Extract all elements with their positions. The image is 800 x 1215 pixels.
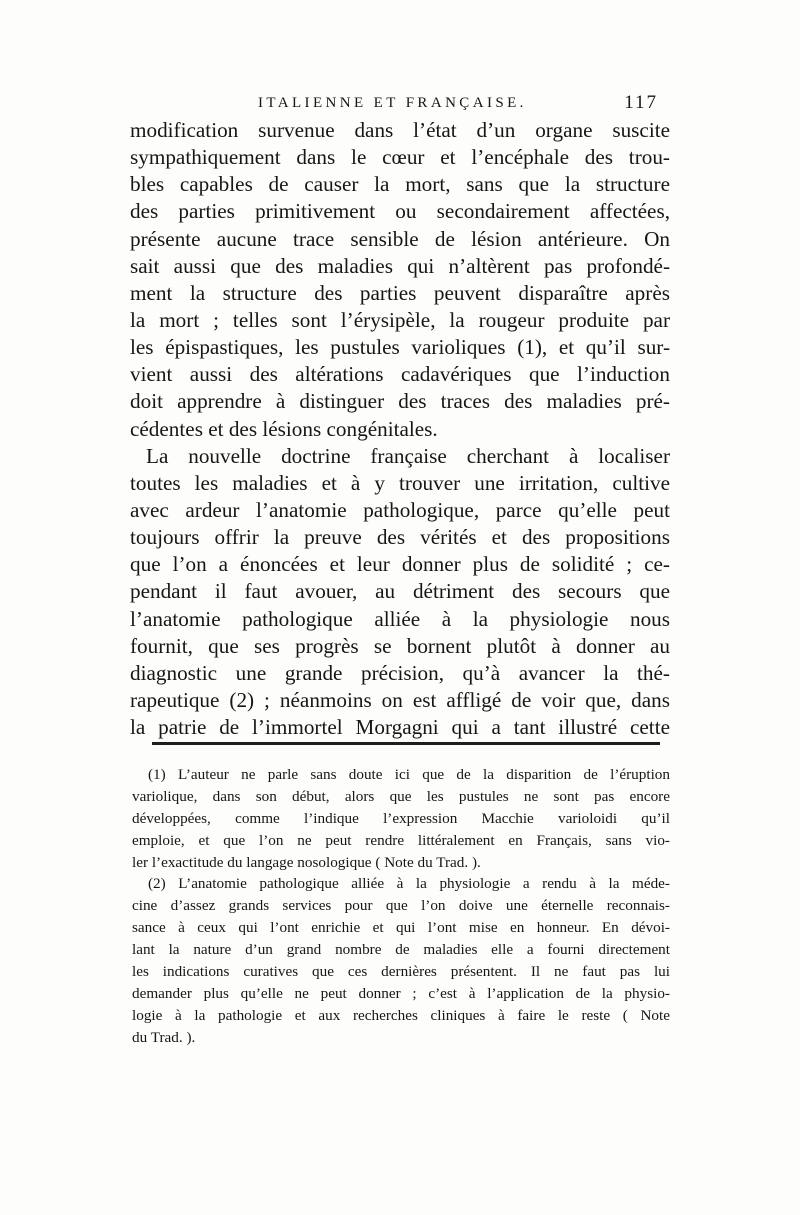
body-line: la patrie de l’immortel Morgagni qui a tant illustré cette — [130, 715, 670, 740]
footnote-line: développées, comme l’indique l’expression Macchie varioloidi qu’il — [132, 809, 670, 827]
body-text — [130, 117, 670, 741]
running-title: ITALIENNE ET FRANÇAISE. — [258, 95, 527, 111]
body-line: des parties primitivement ou secondairement affectées, — [130, 199, 670, 224]
footnote-line: emploie, et que l’on ne peut rendre littéralement en Français, sans vio- — [132, 831, 670, 849]
body-line: modification survenue dans l’état d’un organe suscite — [130, 118, 670, 142]
footnote-line: (1) L’auteur ne parle sans doute ici que de la disparition de l’éruption — [148, 766, 670, 783]
body-line: la mort ; telles sont l’érysipèle, la rougeur produite par — [130, 307, 670, 332]
body-line: vient aussi des altérations cadavériques que l’induction — [130, 362, 670, 387]
footnote-line: demander plus qu’elle ne peut donner ; c’est à l’application de la physio- — [132, 984, 670, 1002]
body-line: toutes les maladies et à y trouver une irritation, cultive — [130, 470, 670, 495]
footnotes — [132, 764, 670, 1049]
body-line: pendant il faut avouer, au détriment des secours que — [130, 579, 670, 604]
footnote-line: ler l’exactitude du langage nosologique ( Note du Trad. ). — [132, 853, 481, 871]
footnote-line: logie à la pathologie et aux recherches cliniques à faire le reste ( Note — [132, 1006, 670, 1024]
body-line: La nouvelle doctrine française cherchant à localiser — [146, 443, 670, 468]
body-line: cédentes et des lésions congénitales. — [130, 416, 438, 441]
body-line: sympathiquement dans le cœur et l’encéphale des trou- — [130, 145, 670, 170]
body-line: que l’on a énoncées et leur donner plus de solidité ; ce- — [130, 552, 670, 577]
footnote-line: cine d’assez grands services pour que l’on doive une éternelle reconnais- — [132, 897, 670, 915]
body-line: sait aussi que des maladies qui n’altèrent pas profondé- — [130, 253, 670, 278]
body-line: les épispastiques, les pustules varioliques (1), et qu’il sur- — [130, 335, 670, 360]
footnote-line: variolique, dans son début, alors que les pustules ne sont pas encore — [132, 787, 670, 805]
footnote-rule — [152, 742, 660, 745]
page-number: 117 — [624, 92, 658, 113]
footnote-line: (2) L’anatomie pathologique alliée à la physiologie a rendu à la méde- — [148, 875, 670, 893]
running-head — [258, 92, 658, 118]
body-line: présente aucune trace sensible de lésion antérieure. On — [130, 226, 670, 251]
body-line: toujours offrir la preuve des vérités et des propositions — [130, 525, 670, 550]
body-line: rapeutique (2) ; néanmoins on est affligé de voir que, dans — [130, 687, 670, 712]
body-line: l’anatomie pathologique alliée à la physiologie nous — [130, 606, 670, 631]
body-line: bles capables de causer la mort, sans que la structure — [130, 172, 670, 197]
footnote-line: du Trad. ). — [132, 1028, 196, 1046]
body-line: avec ardeur l’anatomie pathologique, parce qu’elle peut — [130, 497, 670, 522]
body-line: fournit, que ses progrès se bornent plutôt à donner au — [130, 633, 670, 658]
footnote-line: lant la nature d’un grand nombre de maladies elle a fourni directement — [132, 941, 670, 959]
body-line: doit apprendre à distinguer des traces des maladies pré- — [130, 389, 670, 414]
body-line: ment la structure des parties peuvent disparaître après — [130, 280, 670, 305]
footnote-line: les indications curatives que ces dernières présentent. Il ne faut pas lui — [132, 963, 670, 981]
body-line: diagnostic une grande précision, qu’à avancer la thé- — [130, 660, 670, 685]
footnote-line: sance à ceux qui l’ont enrichie et qui l’ont mise en honneur. En dévoi- — [132, 919, 670, 937]
